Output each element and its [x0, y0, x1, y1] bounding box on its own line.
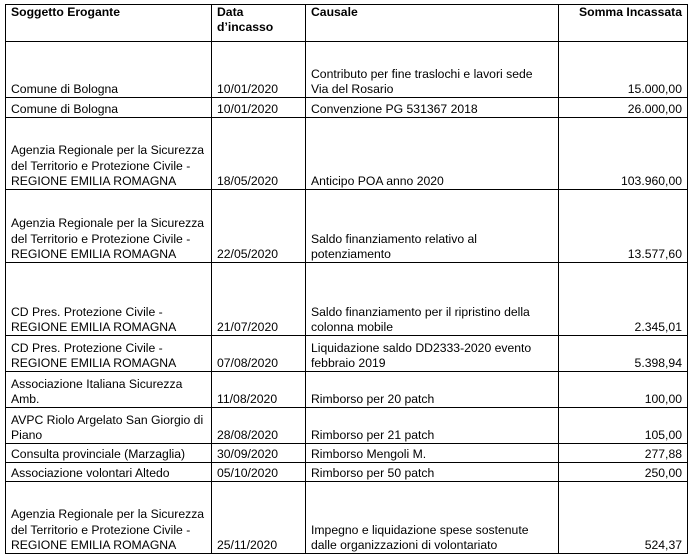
cell-data: 25/11/2020	[212, 482, 306, 554]
cell-data: 10/01/2020	[212, 42, 306, 98]
cell-data: 22/05/2020	[212, 190, 306, 263]
cell-soggetto: Agenzia Regionale per la Sicurezza del Territorio e Protezione Civile - REGIONE EMILIA ROMAGNA	[6, 482, 212, 554]
table-row	[6, 463, 688, 482]
cell-soggetto: CD Pres. Protezione Civile - REGIONE EMILIA ROMAGNA	[6, 263, 212, 336]
cell-somma: 2.345,01	[559, 263, 688, 336]
cell-causale: Saldo finanziamento relativo al potenziamento	[306, 190, 559, 263]
cell-somma: 13.577,60	[559, 190, 688, 263]
table-row	[6, 98, 688, 118]
cell-causale: Anticipo POA anno 2020	[306, 118, 559, 190]
table-row	[6, 372, 688, 408]
cell-causale: Rimborso per 50 patch	[306, 463, 559, 482]
cell-somma: 100,00	[559, 372, 688, 408]
table-row	[6, 482, 688, 554]
cell-causale: Saldo finanziamento per il ripristino della colonna mobile	[306, 263, 559, 336]
cell-causale: Contributo per fine traslochi e lavori sede Via del Rosario	[306, 42, 559, 98]
cell-somma: 15.000,00	[559, 42, 688, 98]
cell-somma: 5.398,94	[559, 336, 688, 372]
cell-data: 18/05/2020	[212, 118, 306, 190]
cell-somma: 524,37	[559, 482, 688, 554]
cell-soggetto: CD Pres. Protezione Civile - REGIONE EMILIA ROMAGNA	[6, 336, 212, 372]
payments-table	[5, 4, 688, 554]
cell-causale: Rimborso per 21 patch	[306, 408, 559, 444]
cell-data: 30/09/2020	[212, 444, 306, 463]
cell-soggetto: Associazione volontari Altedo	[6, 463, 212, 482]
table-row	[6, 444, 688, 463]
cell-somma: 250,00	[559, 463, 688, 482]
table-row	[6, 263, 688, 336]
table-header-row	[6, 5, 688, 42]
cell-soggetto: Agenzia Regionale per la Sicurezza del Territorio e Protezione Civile - REGIONE EMILIA ROMAGNA	[6, 190, 212, 263]
cell-soggetto: Agenzia Regionale per la Sicurezza del Territorio e Protezione Civile - REGIONE EMILIA ROMAGNA	[6, 118, 212, 190]
cell-causale: Rimborso Mengoli M.	[306, 444, 559, 463]
table-row	[6, 408, 688, 444]
header-data-incasso: Data d’incasso	[212, 5, 306, 42]
header-causale: Causale	[306, 5, 559, 42]
cell-somma: 105,00	[559, 408, 688, 444]
table-row	[6, 190, 688, 263]
cell-data: 21/07/2020	[212, 263, 306, 336]
cell-somma: 103.960,00	[559, 118, 688, 190]
header-soggetto-erogante: Soggetto Erogante	[6, 5, 212, 42]
cell-causale: Convenzione PG 531367 2018	[306, 98, 559, 118]
cell-somma: 26.000,00	[559, 98, 688, 118]
cell-somma: 277,88	[559, 444, 688, 463]
table-row	[6, 42, 688, 98]
cell-data: 28/08/2020	[212, 408, 306, 444]
cell-data: 07/08/2020	[212, 336, 306, 372]
cell-soggetto: AVPC Riolo Argelato San Giorgio di Piano	[6, 408, 212, 444]
cell-soggetto: Comune di Bologna	[6, 98, 212, 118]
cell-soggetto: Consulta provinciale (Marzaglia)	[6, 444, 212, 463]
header-somma-incassata: Somma Incassata	[559, 5, 688, 42]
table-row	[6, 336, 688, 372]
table-row	[6, 118, 688, 190]
cell-soggetto: Comune di Bologna	[6, 42, 212, 98]
cell-causale: Rimborso per 20 patch	[306, 372, 559, 408]
cell-soggetto: Associazione Italiana Sicurezza Amb.	[6, 372, 212, 408]
cell-causale: Liquidazione saldo DD2333-2020 evento febbraio 2019	[306, 336, 559, 372]
cell-data: 10/01/2020	[212, 98, 306, 118]
cell-data: 11/08/2020	[212, 372, 306, 408]
cell-data: 05/10/2020	[212, 463, 306, 482]
cell-causale: Impegno e liquidazione spese sostenute dalle organizzazioni di volontariato	[306, 482, 559, 554]
